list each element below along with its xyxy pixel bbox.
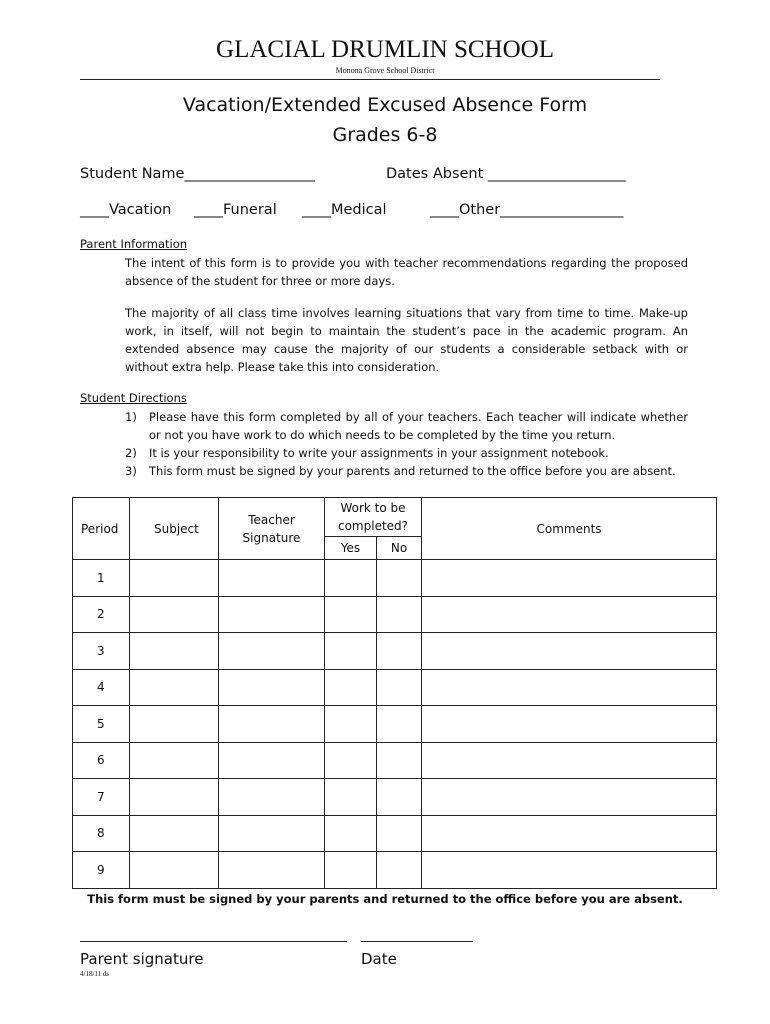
period-cell: 8 (73, 815, 130, 852)
header-divider (80, 79, 660, 80)
comments-cell[interactable] (422, 669, 717, 706)
table-row (73, 560, 717, 597)
period-cell: 6 (73, 742, 130, 779)
teacher-signature-cell[interactable] (219, 742, 325, 779)
grades-subtitle: Grades 6-8 (332, 124, 438, 146)
yes-header: Yes (325, 537, 377, 560)
table-row (73, 815, 717, 852)
revision-code: 4/18/11 ds (80, 970, 110, 978)
comments-cell[interactable] (422, 596, 717, 633)
directions-list (125, 408, 688, 480)
yes-cell[interactable] (325, 669, 377, 706)
teacher-signature-cell[interactable] (219, 669, 325, 706)
no-cell[interactable] (377, 560, 422, 597)
no-cell[interactable] (377, 815, 422, 852)
table-row (73, 596, 717, 633)
student-directions-heading: Student Directions (80, 391, 187, 405)
teacher-header-line2: Signature (242, 530, 301, 545)
medical-option[interactable]: ____Medical (302, 202, 387, 218)
no-cell[interactable] (377, 669, 422, 706)
table-row (73, 779, 717, 816)
comments-cell[interactable] (422, 633, 717, 670)
funeral-option[interactable]: ____Funeral (194, 202, 277, 218)
dates-absent-field[interactable]: Dates Absent ___________________ (386, 166, 626, 182)
comments-cell[interactable] (422, 706, 717, 743)
teacher-signoff-table (72, 497, 717, 889)
subject-cell[interactable] (130, 815, 219, 852)
comments-cell[interactable] (422, 779, 717, 816)
subject-cell[interactable] (130, 596, 219, 633)
parent-information-heading: Parent Information (80, 237, 188, 251)
no-cell[interactable] (377, 779, 422, 816)
date-line[interactable] (361, 941, 473, 942)
period-header: Period (73, 498, 130, 560)
comments-cell[interactable] (422, 742, 717, 779)
comments-header: Comments (422, 498, 717, 560)
table-row (73, 852, 717, 889)
vacation-option[interactable]: ____Vacation (80, 202, 172, 218)
yes-cell[interactable] (325, 706, 377, 743)
table-row (73, 742, 717, 779)
direction-item (125, 462, 688, 480)
direction-text: It is your responsibility to write your assignments in your assignment notebook. (149, 446, 609, 460)
subject-cell[interactable] (130, 633, 219, 670)
direction-item (125, 444, 688, 462)
no-cell[interactable] (377, 852, 422, 889)
district-name: Monona Grove School District (335, 66, 435, 75)
parent-signature-line[interactable] (80, 941, 347, 942)
teacher-signature-cell[interactable] (219, 633, 325, 670)
direction-number: 1) (125, 410, 137, 424)
table-row (73, 669, 717, 706)
work-header-line1: Work to be (340, 501, 406, 515)
subject-cell[interactable] (130, 742, 219, 779)
teacher-signature-cell[interactable] (219, 815, 325, 852)
period-cell: 4 (73, 669, 130, 706)
teacher-signature-cell[interactable] (219, 596, 325, 633)
teacher-header-line1: Teacher (248, 512, 295, 527)
subject-cell[interactable] (130, 852, 219, 889)
teacher-signature-cell[interactable] (219, 779, 325, 816)
teacher-signature-header (219, 498, 325, 560)
direction-number: 3) (125, 464, 137, 478)
period-cell: 1 (73, 560, 130, 597)
parent-signature-label: Parent signature (80, 950, 204, 968)
yes-cell[interactable] (325, 815, 377, 852)
no-cell[interactable] (377, 633, 422, 670)
subject-cell[interactable] (130, 669, 219, 706)
work-completed-header (325, 498, 422, 537)
table-row (73, 706, 717, 743)
yes-cell[interactable] (325, 596, 377, 633)
period-cell: 7 (73, 779, 130, 816)
comments-cell[interactable] (422, 815, 717, 852)
yes-cell[interactable] (325, 852, 377, 889)
parent-info-paragraph-2: The majority of all class time involves learning situations that vary from time to time. Make-up work, in itself, will not begin to maintain the student’s pace in the academic program. An extended absence may cause the majority of our students a considerable setback with or without extra help. Please take this into consideration. (125, 306, 688, 374)
yes-cell[interactable] (325, 560, 377, 597)
comments-cell[interactable] (422, 852, 717, 889)
direction-number: 2) (125, 446, 137, 460)
subject-cell[interactable] (130, 560, 219, 597)
school-name: GLACIAL DRUMLIN SCHOOL (216, 36, 554, 63)
comments-cell[interactable] (422, 560, 717, 597)
direction-text: Please have this form completed by all of your teachers. Each teacher will indicate whether or not you have work to do which needs to be completed by the time you return. (149, 410, 688, 442)
work-header-line2: completed? (337, 519, 409, 533)
form-title: Vacation/Extended Excused Absence Form (182, 94, 588, 116)
direction-text: This form must be signed by your parents and returned to the office before you are absent. (149, 464, 676, 478)
no-cell[interactable] (377, 706, 422, 743)
period-cell: 3 (73, 633, 130, 670)
subject-cell[interactable] (130, 779, 219, 816)
no-cell[interactable] (377, 596, 422, 633)
subject-header: Subject (130, 498, 219, 560)
teacher-signature-cell[interactable] (219, 852, 325, 889)
no-cell[interactable] (377, 742, 422, 779)
signature-reminder: This form must be signed by your parents and returned to the office before you are absent. (87, 892, 683, 906)
direction-item (125, 408, 688, 444)
period-cell: 9 (73, 852, 130, 889)
period-cell: 5 (73, 706, 130, 743)
table-row (73, 633, 717, 670)
other-option[interactable]: ____Other_________________ (430, 202, 624, 218)
yes-cell[interactable] (325, 779, 377, 816)
yes-cell[interactable] (325, 742, 377, 779)
date-label: Date (361, 950, 397, 968)
student-name-field[interactable]: Student Name__________________ (80, 166, 315, 182)
teacher-signature-cell[interactable] (219, 560, 325, 597)
teacher-signature-cell[interactable] (219, 706, 325, 743)
no-header: No (377, 537, 422, 560)
parent-info-paragraph-1: The intent of this form is to provide you with teacher recommendations regarding the proposed absence of the student for three or more days. (125, 256, 688, 288)
subject-cell[interactable] (130, 706, 219, 743)
period-cell: 2 (73, 596, 130, 633)
yes-cell[interactable] (325, 633, 377, 670)
